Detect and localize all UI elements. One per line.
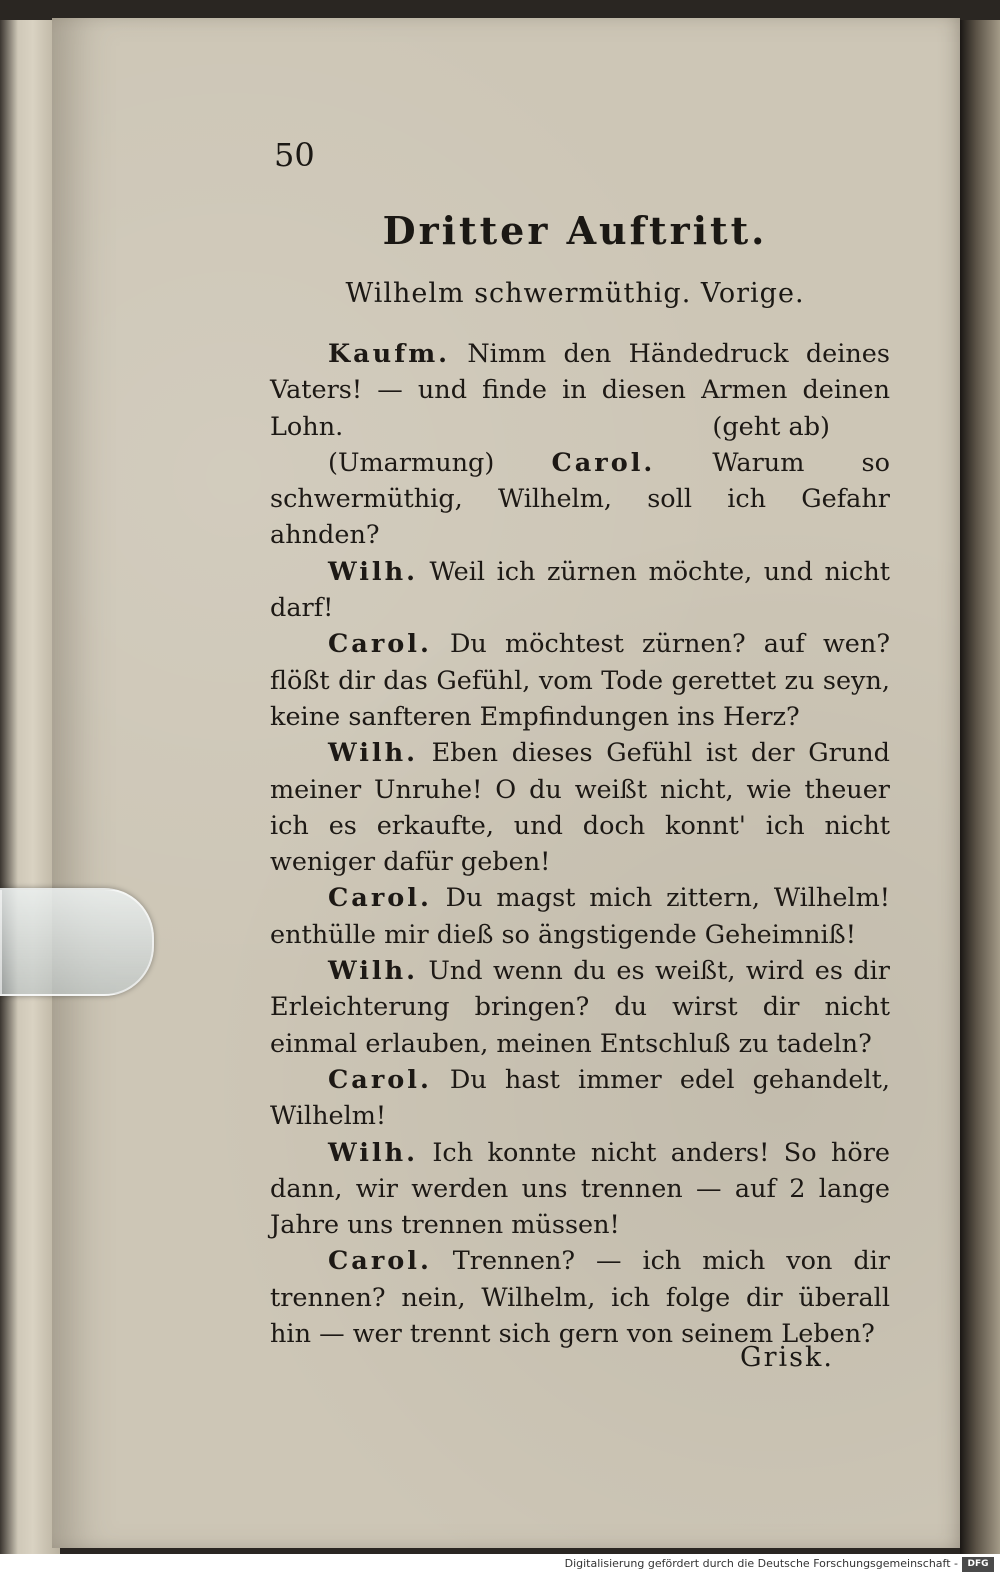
page-clip: [0, 888, 154, 996]
dialogue-text: Du hast immer edel gehandelt, Wilhelm!: [270, 1064, 890, 1132]
speaker-name: Wilh.: [328, 1137, 418, 1168]
dialogue-text: Weil ich zürnen möchte, und nicht darf!: [270, 556, 890, 624]
dialogue-text: Und wenn du es weißt, wird es dir Erleichterung bringen? du wirst dir nicht einmal erlauben, meinen Entschluß zu tadeln?: [270, 956, 890, 1059]
dialogue-text: Trennen? — ich mich von dir trennen? nein, Wilhelm, ich folge dir überall hin — wer trennt sich gern von seinem Leben?: [270, 1246, 890, 1350]
dialogue-body: [270, 336, 890, 1352]
dialogue-text: Ich konnte nicht anders! So höre dann, wir werden uns trennen — auf 2 lange Jahre uns trennen müssen!: [270, 1137, 890, 1241]
dialogue-paragraph: [270, 445, 890, 554]
dialogue-text: Nimm den Händedruck deines Vaters! — und finde in diesen Armen deinen Lohn.: [270, 339, 890, 442]
dialogue-paragraph: [270, 735, 890, 880]
scene-heading: Dritter Auftritt.: [382, 208, 768, 253]
dialogue-paragraph: [270, 554, 890, 627]
book-edge-left: [0, 20, 60, 1556]
dialogue-paragraph: [270, 1135, 890, 1244]
book-edge-right: [960, 20, 1000, 1560]
dialogue-text: Eben dieses Gefühl ist der Grund meiner Unruhe! O du weißt nicht, wie theuer ich es erkaufte, und doch konnt' ich nicht weniger dafür geben!: [270, 738, 890, 878]
dialogue-text: Du magst mich zittern, Wilhelm! enthülle mir dieß so ängstigende Geheimniß!: [270, 883, 890, 950]
dramatis-personae: Wilhelm schwermüthig. Vorige.: [345, 278, 805, 309]
footer-bar: [0, 1554, 1000, 1576]
dialogue-paragraph: [270, 336, 890, 445]
dialogue-text: Warum so schwermüthig, Wilhelm, soll ich Gefahr ahnden?: [270, 447, 890, 551]
page-number: 50: [274, 136, 315, 174]
dialogue-paragraph: [270, 626, 890, 735]
speaker-name: Carol.: [551, 447, 656, 478]
speaker-name: Wilh.: [328, 956, 418, 987]
speaker-name: Wilh.: [328, 556, 418, 587]
catchword: Grisk.: [740, 1342, 834, 1373]
dialogue-paragraph: [270, 880, 890, 953]
dfg-logo-icon: DFG: [962, 1557, 994, 1572]
dialogue-text: Du möchtest zürnen? auf wen? flößt dir das Gefühl, vom Tode gerettet zu seyn, keine sanfteren Empfindungen ins Herz?: [270, 629, 890, 732]
dialogue-paragraph: [270, 953, 890, 1062]
stage-direction: (geht ab): [712, 411, 830, 442]
speaker-name: Carol.: [328, 1246, 432, 1277]
speaker-name: Wilh.: [328, 738, 418, 769]
speaker-name: Kaufm.: [328, 339, 451, 369]
speaker-name: Carol.: [328, 1064, 432, 1095]
dialogue-paragraph: [270, 1243, 890, 1352]
stage-direction: (Umarmung): [328, 447, 552, 478]
speaker-name: Carol.: [328, 629, 432, 660]
funding-notice: Digitalisierung gefördert durch die Deutsche Forschungsgemeinschaft -: [564, 1557, 958, 1570]
speaker-name: Carol.: [328, 883, 432, 914]
dialogue-paragraph: [270, 1062, 890, 1135]
